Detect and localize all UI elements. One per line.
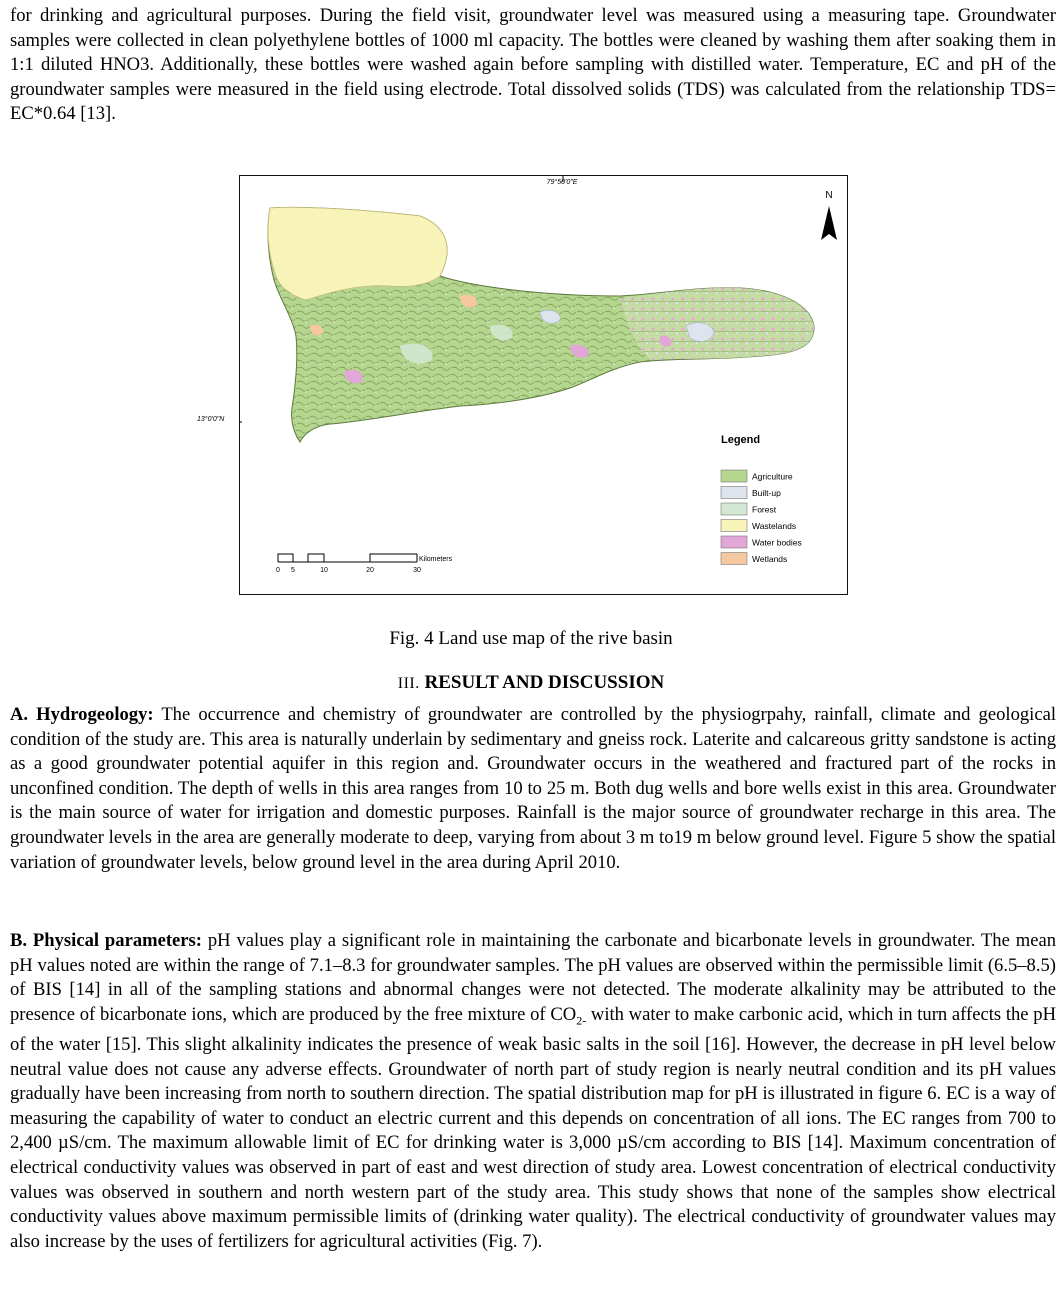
land-use-map: [240, 176, 846, 593]
legend-swatch-water-bodies: [721, 536, 747, 548]
latitude-label: 13°0'0"N: [197, 416, 225, 423]
intro-paragraph: for drinking and agricultural purposes. During the field visit, groundwater level was measured using a measuring tape. Groundwater samples were collected in clean polyethylene bottles of 1000 ml capacity. The bottles were cleaned by washing them after soaking them in 1:1 diluted HNO3. Additionally, these bottles were washed again before sampling with distilled water. Temperature, EC and pH of the groundwater samples were measured in the field using electrode. Total dissolved solids (TDS) was calculated from the relationship TDS= EC*0.64 [13].: [10, 5, 1056, 125]
legend-label-built-up: Built-up: [752, 488, 781, 498]
land-use-map-figure: [239, 175, 848, 595]
scale-tick-label: 5: [291, 567, 295, 574]
north-label: N: [825, 190, 833, 201]
legend-label-wetlands: Wetlands: [752, 554, 788, 564]
legend-label-agriculture: Agriculture: [752, 471, 793, 482]
hydrogeology-heading: A. Hydrogeology:: [10, 704, 154, 725]
legend-swatch-wetlands: [721, 553, 747, 565]
scale-tick-label: 30: [413, 567, 421, 574]
north-arrow-icon: [821, 206, 837, 240]
legend-swatch-agriculture: [721, 470, 747, 482]
longitude-label: 79°50'0"E: [546, 179, 578, 186]
physical-parameters-text-a: pH values play a significant role in maintaining the carbonate and bicarbonate levels in groundwater. The mean pH values noted are within the range of 7.1–8.3 for groundwater samples. The pH values are observed within the permissible limit (6.5–8.5) of BIS [14] in all of the sampling stations and abnormal changes were not detected. The moderate alkalinity may be attributed to the presence of bicarbonate ions, which are produced by the free mixture of CO: [10, 930, 1057, 1025]
legend-label-water-bodies: Water bodies: [752, 537, 802, 548]
scale-bar: [276, 554, 453, 574]
physical-parameters-paragraph: [10, 929, 1056, 1254]
map-legend: [721, 434, 802, 565]
co2-subscript: 2-: [576, 1013, 587, 1028]
figure-caption: Fig. 4 Land use map of the rive basin: [389, 628, 673, 649]
physical-parameters-heading: B. Physical parameters:: [10, 930, 202, 951]
legend-swatch-forest: [721, 503, 747, 515]
scale-tick-label: 20: [366, 567, 374, 574]
physical-parameters-text-b: with water to make carbonic acid, which in turn affects the pH of the water [15]. This slight alkalinity indicates the presence of weak basic salts in the soil [16]. However, the decrease in pH level below neutral value does not cause any adverse effects. Groundwater of north part of study region is nearly neutral condition and its pH values gradually have been increasing from north to southern direction. The spatial distribution map for pH is illustrated in figure 6. EC is a way of measuring the capability of water to conduct an electric current and this depends on concentration of all ions. The EC ranges from 700 to 2,400 µS/cm. The maximum allowable limit of EC for drinking water is 3,000 µS/cm according to BIS [14]. Maximum concentration of electrical conductivity values was observed in part of east and west direction of study area. Lowest concentration of electrical conductivity values was observed in southern and north western part of the study area. This study shows that none of the samples show electrical conductivity values above maximum permissible limits of (drinking water quality). The electrical conductivity of groundwater values may also increase by the uses of fertilizers for agricultural activities (Fig. 7).: [10, 1003, 1057, 1252]
section-heading: [0, 672, 1062, 694]
legend-swatch-built-up: [721, 487, 747, 499]
basin-mixed-east: [620, 288, 814, 360]
legend-label-forest: Forest: [752, 504, 777, 515]
hydrogeology-text: The occurrence and chemistry of groundwater are controlled by the physiogrpahy, rainfall, climate and geological condition of the study are. This area is naturally underlain by sedimentary and gneiss rock. Laterite and calcareous gritty sandstone is acting as a good groundwater potential aquifer in this region and. Groundwater occurs in the weathered and fractured part of the rocks in unconfined condition. The depth of wells in this area ranges from 10 to 25 m. Both dug wells and bore wells exist in this area. Groundwater is the main source of water for irrigation and domestic purposes. Rainfall is the major source of groundwater recharge in this area. The groundwater levels in the area are generally moderate to deep, varying from about 3 m to19 m below ground level. Figure 5 show the spatial variation of groundwater levels, below ground level in the area during April 2010.: [10, 704, 1056, 873]
scale-tick-label: 10: [320, 567, 328, 574]
legend-swatch-wastelands: [721, 520, 747, 532]
section-number: III.: [397, 675, 420, 692]
legend-label-wastelands: Wastelands: [752, 521, 797, 531]
scale-tick-label: 0: [276, 567, 280, 574]
section-title: RESULT AND DISCUSSION: [424, 672, 665, 693]
scale-unit-label: Kilometers: [419, 556, 453, 563]
hydrogeology-paragraph: [10, 703, 1056, 875]
legend-title: Legend: [721, 434, 761, 446]
